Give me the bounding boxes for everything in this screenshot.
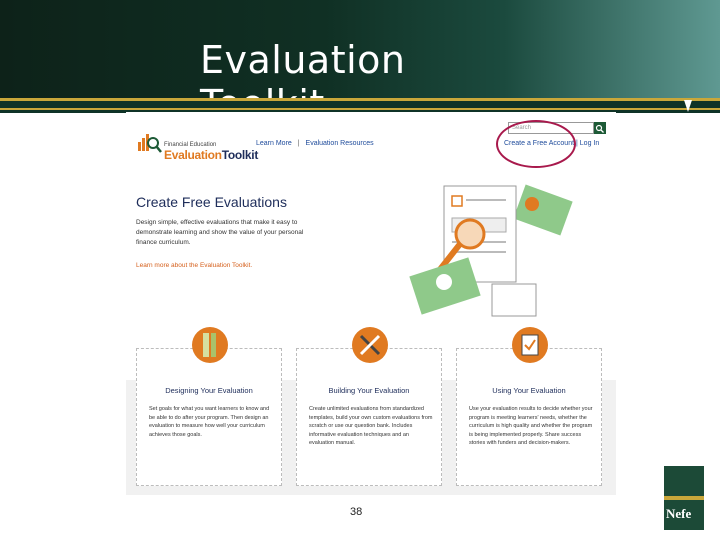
learn-more-link[interactable]: Learn more about the Evaluation Toolkit. xyxy=(136,262,253,269)
card-building[interactable] xyxy=(296,348,442,486)
website-screenshot xyxy=(126,112,616,495)
logo-name-part1: Evaluation xyxy=(164,148,222,162)
hero-text: Design simple, effective evaluations that make it easy to demonstrate learning and show the value of your personal finance curriculum. xyxy=(136,219,304,246)
corner-marker-icon xyxy=(684,100,692,112)
card-designing[interactable] xyxy=(136,348,282,486)
hero-heading: Create Free Evaluations xyxy=(136,194,287,210)
search-button[interactable] xyxy=(594,122,606,134)
page-number: 38 xyxy=(350,506,363,518)
nav-evaluation-resources[interactable]: Evaluation Resources xyxy=(305,140,374,147)
highlight-circle xyxy=(496,120,576,168)
card-text: Create unlimited evaluations from standardized templates, build your own custom evaluations from scratch or use our question bank. Includes informative evaluation techniques and an evaluation manual. xyxy=(309,406,433,446)
card-title: Designing Your Evaluation xyxy=(165,386,253,395)
search-input[interactable]: Search xyxy=(508,122,594,134)
search-icon xyxy=(594,123,606,135)
tools-icon xyxy=(352,327,388,363)
logo-name xyxy=(164,148,258,162)
logo-tagline: Financial Education xyxy=(164,142,217,148)
card-text: Set goals for what you want learners to know and be able to do after your program. Then design an evaluation to measure how well your curriculum achieves those goals. xyxy=(149,406,270,438)
header-rule-lower xyxy=(0,108,720,110)
nav-separator: | xyxy=(297,140,300,147)
logo-name-part2: Toolkit xyxy=(221,148,259,162)
card-text: Use your evaluation results to decide whether your program is meeting learners' needs, whether the curriculum is high quality and whether the program is being implemented properly. Share success stories with funders and decision-makers. xyxy=(469,406,593,446)
slide-title: Evaluation xyxy=(200,38,406,82)
brand-logo-text: Nefe xyxy=(666,506,692,521)
card-title: Building Your Evaluation xyxy=(328,386,410,395)
log-in-link[interactable]: Log In xyxy=(579,140,600,147)
clipboard-check-icon xyxy=(512,327,548,363)
site-nav xyxy=(256,140,378,147)
magnifier-chart-icon xyxy=(136,130,162,154)
ruler-pencil-icon xyxy=(192,327,228,363)
card-title: Using Your Evaluation xyxy=(492,386,566,395)
create-account-link[interactable]: Create a Free Account xyxy=(504,140,575,147)
nav-learn-more[interactable]: Learn More xyxy=(256,140,292,147)
brand-logo xyxy=(664,466,704,530)
brand-logo-bar xyxy=(664,496,704,500)
site-logo[interactable] xyxy=(136,126,259,162)
evaluation-illustration-icon xyxy=(408,182,580,322)
card-using[interactable] xyxy=(456,348,602,486)
account-separator: | xyxy=(576,140,578,147)
